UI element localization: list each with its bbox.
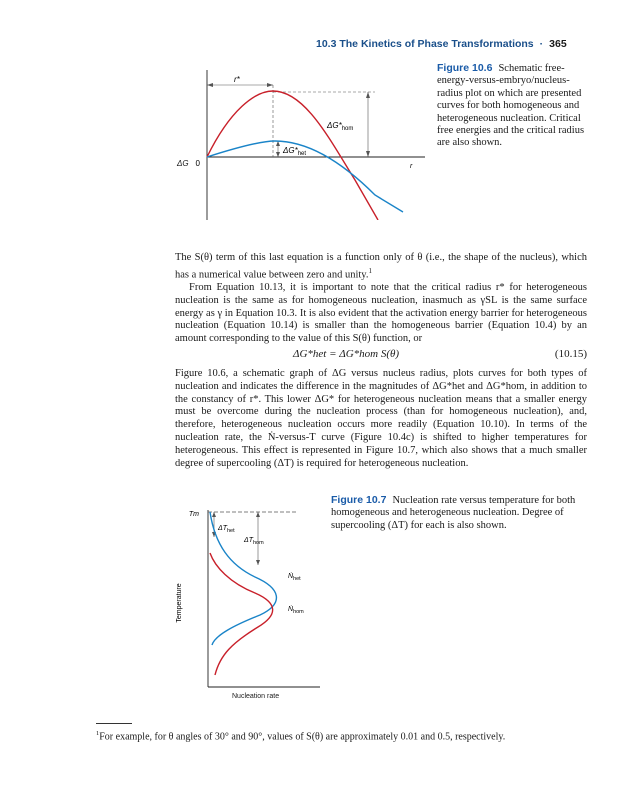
origin-label: 0 xyxy=(195,159,200,168)
equation-number: (10.15) xyxy=(554,348,587,360)
dt-hom-arrow-top xyxy=(256,512,260,517)
tm-label: Tm xyxy=(188,511,199,518)
footnote xyxy=(96,730,505,742)
body-paragraphs-1 xyxy=(175,252,587,346)
dg-hom-label: $\Delta G*_{hom}$ xyxy=(327,121,354,132)
running-head: 10.3 The Kinetics of Phase Transformations · 365 xyxy=(316,38,567,50)
paragraph-3: Figure 10.6, a schematic graph of ΔG versus nucleus radius, plots curves for both types of nucleation and indicates the difference in the magnitudes of ΔG*het and ΔG*hom, in addition to the constancy of r*. This lower ΔG* for heterogeneous nucleation means that a smaller energy must be overcome during the nucleation process (than for homogeneous nucleation), and, therefore, heterogeneous nucleation occurs more readily (Equation 10.10). In terms of the nucleation rate, the Ṅ-versus-T curve (Figure 10.4c) is shifted to higher temperatures for heterogeneous. This effect is represented in Figure 10.7, which also shows that a much smaller degree of supercooling (ΔT) is required for heterogeneous nucleation. xyxy=(175,368,587,469)
rstar-label: r* xyxy=(234,75,240,84)
figure-10-6-plot xyxy=(170,70,430,220)
section-title: 10.3 The Kinetics of Phase Transformations xyxy=(316,38,534,50)
dt-hom-arrow-bottom xyxy=(256,560,260,565)
equation-text: ΔG*het = ΔG*hom S(θ) xyxy=(293,348,400,360)
figure-10-6-label: Figure 10.6 xyxy=(437,62,493,74)
dg-hom-arrow-bottom xyxy=(366,151,370,157)
rstar-arrow-right xyxy=(267,83,273,87)
figure-10-7-plot xyxy=(170,505,325,695)
dg-het-label: $\Delta G*_{het}$ xyxy=(283,146,307,157)
equation-10-15 xyxy=(175,348,587,362)
dt-het-label: $\Delta T_{het}$ xyxy=(218,525,235,534)
figure-10-6-caption xyxy=(437,62,587,150)
footnote-rule xyxy=(96,723,132,724)
rstar-arrow-left xyxy=(207,83,213,87)
dg-hom-arrow-top xyxy=(366,92,370,98)
dg-axis-label: ΔG xyxy=(177,159,189,168)
figure-10-7-caption-text: Nucleation rate versus temperature for both homogeneous and heterogeneous nucleation. Degree of supercooling (ΔT) for each is also shown. xyxy=(331,495,576,531)
n-hom-label: Ṅ$_{hom}$ xyxy=(288,606,304,615)
temperature-axis-label: Temperature xyxy=(176,583,183,623)
dt-hom-label: $\Delta T_{hom}$ xyxy=(244,537,264,546)
dt-het-arrow-top xyxy=(212,512,216,517)
paragraph-1: The S(θ) term of this last equation is a function only of θ (i.e., the shape of the nucleus), which has a numerical value between zero and unity.$^1$ xyxy=(175,252,587,281)
footnote-marker: 1 xyxy=(96,730,100,737)
footnote-text: For example, for θ angles of 30° and 90°, values of S(θ) are approximately 0.01 and 0.5, respectively. xyxy=(99,731,506,743)
paragraph-2: From Equation 10.13, it is important to note that the critical radius r* for heterogeneous nucleation is the same as for homogeneous nucleation, inasmuch as γSL is the same surface energy as γ in Equation 10.3. It is also evident that the activation energy barrier for heterogeneous nucleation (Equation 10.14) is smaller than the homogeneous barrier (Equation 10.4) by an amount corresponding to the value of this S(θ) function, or xyxy=(175,282,587,345)
homogeneous-curve xyxy=(207,91,378,220)
figure-10-6-caption-text: Schematic free-energy-versus-embryo/nucleus-radius plot on which are presented curves for both homogeneous and heterogeneous nucleation. Critical free energies and the critical radius are also shown. xyxy=(437,63,585,149)
body-paragraphs-2 xyxy=(175,368,587,470)
r-axis-label: r xyxy=(410,163,413,170)
n-het-label: Ṅ$_{het}$ xyxy=(288,573,301,582)
rate-axis-label: Nucleation rate xyxy=(232,693,280,700)
page-number: 365 xyxy=(549,38,567,50)
figure-10-7-caption xyxy=(331,494,581,532)
dg-het-arrow-bottom xyxy=(276,152,280,157)
figure-10-7-label: Figure 10.7 xyxy=(331,494,387,506)
